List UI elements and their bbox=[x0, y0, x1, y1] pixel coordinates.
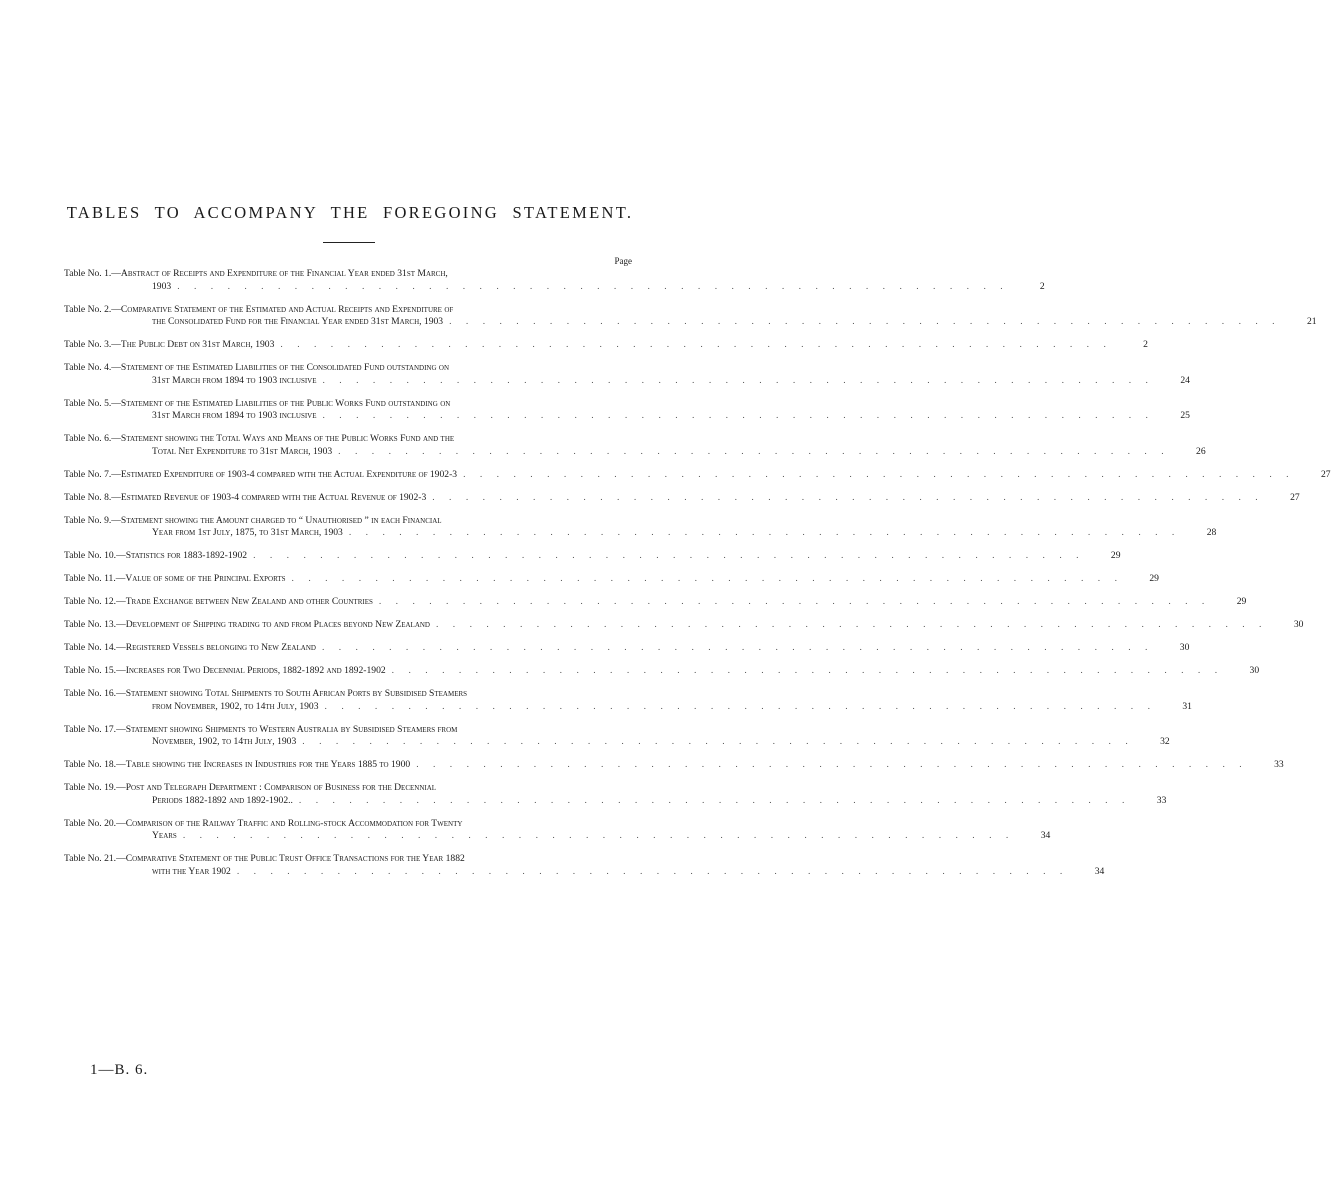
table-description: Trade Exchange between New Zealand and other Countries bbox=[125, 596, 373, 607]
toc-entry[interactable] bbox=[64, 573, 1159, 586]
toc-entry[interactable] bbox=[64, 491, 1300, 505]
table-number-label: Table No. 21.— bbox=[64, 853, 126, 864]
table-description: Statement showing Shipments to Western Australia by Subsidised Steamers from bbox=[125, 723, 458, 735]
page-number: 21 bbox=[1306, 316, 1317, 327]
table-description-continued: 31st March from 1894 to 1903 inclusive bbox=[152, 410, 317, 421]
toc-entry[interactable] bbox=[64, 514, 1217, 540]
dot-leader: . . . . . . . . . . . . . . . . . . . . . . . . . . . . . . . . . . . . . . . . . . . . . . . . . . bbox=[322, 374, 1154, 386]
title-divider bbox=[323, 242, 375, 243]
dot-leader: . . . . . . . . . . . . . . . . . . . . . . . . . . . . . . . . . . . . . . . . . . . . . . . . . . bbox=[298, 794, 1131, 806]
table-number-label: Table No. 20.— bbox=[64, 817, 126, 829]
table-number-label: Table No. 7.— bbox=[64, 468, 121, 480]
dot-leader: . . . . . . . . . . . . . . . . . . . . . . . . . . . . . . . . . . . . . . . . . . . . . . . . . . bbox=[182, 830, 1015, 841]
table-description: Abstract of Receipts and Expenditure of the Financial Year ended 31st March, bbox=[120, 268, 448, 279]
page-number: 34 bbox=[1040, 830, 1051, 841]
dot-leader: . . . . . . . . . . . . . . . . . . . . . . . . . . . . . . . . . . . . . . . . . . . . . . . . . . bbox=[449, 316, 1281, 327]
table-of-contents bbox=[64, 268, 1331, 889]
table-description: Comparison of the Railway Traffic and Rolling-stock Accommodation for Twenty bbox=[125, 817, 463, 829]
table-number-label: Table No. 13.— bbox=[64, 619, 126, 630]
table-description: Estimated Expenditure of 1903-4 compared with the Actual Expenditure of 1902-3 bbox=[120, 468, 458, 480]
page-number: 30 bbox=[1249, 665, 1260, 676]
dot-leader: . . . . . . . . . . . . . . . . . . . . . . . . . . . . . . . . . . . . . . . . . . . . . . . . . . bbox=[322, 410, 1154, 421]
page-number: 34 bbox=[1094, 865, 1105, 877]
page-number: 28 bbox=[1206, 527, 1217, 538]
page-column-header: Page bbox=[614, 256, 632, 266]
toc-entry[interactable] bbox=[64, 550, 1121, 563]
table-description: Increases for Two Decennial Periods, 1882-1892 and 1892-1902 bbox=[125, 665, 386, 676]
toc-entry[interactable] bbox=[64, 619, 1304, 632]
dot-leader: . . . . . . . . . . . . . . . . . . . . . . . . . . . . . . . . . . . . . . . . . . . . . . . . . . bbox=[324, 700, 1156, 712]
table-number-label: Table No. 17.— bbox=[64, 723, 126, 735]
page-title: TABLES TO ACCOMPANY THE FOREGOING STATEMENT. bbox=[66, 203, 634, 222]
page-number: 30 bbox=[1179, 642, 1190, 653]
table-description-continued: Year from 1st July, 1875, to 31st March, 1903 bbox=[152, 527, 343, 538]
table-number-label: Table No. 2.— bbox=[64, 303, 121, 315]
toc-entry[interactable] bbox=[64, 665, 1260, 678]
dot-leader: . . . . . . . . . . . . . . . . . . . . . . . . . . . . . . . . . . . . . . . . . . . . . . . . . . bbox=[291, 573, 1123, 584]
table-description-continued: November, 1902, to 14th July, 1903 bbox=[152, 736, 297, 747]
table-number-label: Table No. 14.— bbox=[64, 642, 126, 653]
table-description: Statement showing Total Shipments to South African Ports by Subsidised Steamers bbox=[125, 688, 468, 699]
table-description: The Public Debt on 31st March, 1903 bbox=[120, 339, 275, 350]
page-number: 32 bbox=[1160, 736, 1170, 747]
table-number-label: Table No. 12.— bbox=[64, 596, 126, 607]
toc-entry[interactable] bbox=[64, 362, 1190, 387]
table-description-continued: Total Net Expenditure to 31st March, 1903 bbox=[152, 445, 333, 457]
toc-entry[interactable] bbox=[64, 759, 1284, 772]
toc-entry[interactable] bbox=[64, 817, 1051, 843]
dot-leader: . . . . . . . . . . . . . . . . . . . . . . . . . . . . . . . . . . . . . . . . . . . . . . . . . . bbox=[463, 468, 1295, 480]
table-description: Table showing the Increases in Industries for the Years 1885 to 1900 bbox=[125, 759, 411, 770]
table-description: Statistics for 1883-1892-1902 bbox=[125, 550, 248, 561]
table-number-label: Table No. 19.— bbox=[64, 782, 126, 793]
toc-entry[interactable] bbox=[64, 339, 1148, 352]
table-description-continued: with the Year 1902 bbox=[152, 865, 231, 877]
page-number: 30 bbox=[1293, 619, 1304, 630]
table-description: Comparative Statement of the Estimated and Actual Receipts and Expenditure of bbox=[120, 303, 454, 315]
table-number-label: Table No. 3.— bbox=[64, 339, 121, 350]
table-description: Statement showing the Amount charged to “ Unauthorised ” in each Financial bbox=[120, 514, 442, 526]
dot-leader: . . . . . . . . . . . . . . . . . . . . . . . . . . . . . . . . . . . . . . . . . . . . . . . . . . bbox=[338, 445, 1170, 457]
table-description: Value of some of the Principal Exports bbox=[125, 573, 286, 584]
table-description-continued: 1903 bbox=[152, 280, 172, 292]
dot-leader: . . . . . . . . . . . . . . . . . . . . . . . . . . . . . . . . . . . . . . . . . . . . . . . . . . bbox=[378, 596, 1211, 607]
toc-entry[interactable] bbox=[64, 397, 1190, 423]
page-footer-reference: 1—B. 6. bbox=[90, 1062, 149, 1078]
table-description: Statement of the Estimated Liabilities of the Consolidated Fund outstanding on bbox=[120, 362, 450, 373]
toc-entry[interactable] bbox=[64, 782, 1167, 807]
table-number-label: Table No. 15.— bbox=[64, 665, 126, 676]
toc-entry[interactable] bbox=[64, 433, 1206, 458]
table-description: Statement showing the Total Ways and Means of the Public Works Fund and the bbox=[120, 433, 455, 444]
table-description: Registered Vessels belonging to New Zealand bbox=[125, 642, 316, 653]
table-description-continued: the Consolidated Fund for the Financial Year ended 31st March, 1903 bbox=[152, 316, 444, 327]
dot-leader: . . . . . . . . . . . . . . . . . . . . . . . . . . . . . . . . . . . . . . . . . . . . . . . . . . bbox=[435, 619, 1268, 630]
table-number-label: Table No. 11.— bbox=[64, 573, 126, 584]
table-number-label: Table No. 4.— bbox=[64, 362, 121, 373]
dot-leader: . . . . . . . . . . . . . . . . . . . . . . . . . . . . . . . . . . . . . . . . . . . . . . . . . . bbox=[177, 280, 1009, 292]
page-number: 25 bbox=[1180, 410, 1190, 421]
toc-entry[interactable] bbox=[64, 723, 1170, 749]
dot-leader: . . . . . . . . . . . . . . . . . . . . . . . . . . . . . . . . . . . . . . . . . . . . . . . . . . bbox=[321, 642, 1154, 653]
table-number-label: Table No. 18.— bbox=[64, 759, 126, 770]
table-description: Estimated Revenue of 1903-4 compared with the Actual Revenue of 1902-3 bbox=[120, 491, 427, 503]
table-description-continued: Periods 1882-1892 and 1892-1902.. bbox=[152, 794, 293, 806]
dot-leader: . . . . . . . . . . . . . . . . . . . . . . . . . . . . . . . . . . . . . . . . . . . . . . . . . . bbox=[236, 865, 1069, 877]
page-number: 31 bbox=[1182, 700, 1192, 712]
table-number-label: Table No. 6.— bbox=[64, 433, 121, 444]
toc-entry[interactable] bbox=[64, 642, 1190, 655]
table-number-label: Table No. 8.— bbox=[64, 491, 121, 503]
page-number: 29 bbox=[1110, 550, 1121, 561]
toc-entry[interactable] bbox=[64, 468, 1331, 482]
toc-entry[interactable] bbox=[64, 688, 1192, 713]
toc-entry[interactable] bbox=[64, 268, 1045, 293]
page-number: 26 bbox=[1196, 445, 1206, 457]
table-number-label: Table No. 1.— bbox=[64, 268, 121, 279]
table-number-label: Table No. 16.— bbox=[64, 688, 126, 699]
page-number: 29 bbox=[1149, 573, 1159, 584]
dot-leader: . . . . . . . . . . . . . . . . . . . . . . . . . . . . . . . . . . . . . . . . . . . . . . . . . . bbox=[348, 527, 1181, 538]
toc-entry[interactable] bbox=[64, 596, 1247, 609]
table-description: Development of Shipping trading to and from Places beyond New Zealand bbox=[125, 619, 430, 630]
table-description-continued: from November, 1902, to 14th July, 1903 bbox=[152, 700, 319, 712]
page-number: 33 bbox=[1156, 794, 1167, 806]
dot-leader: . . . . . . . . . . . . . . . . . . . . . . . . . . . . . . . . . . . . . . . . . . . . . . . . . . bbox=[302, 736, 1134, 747]
page-number: 24 bbox=[1180, 374, 1190, 386]
table-description-continued: Years bbox=[152, 830, 177, 841]
dot-leader: . . . . . . . . . . . . . . . . . . . . . . . . . . . . . . . . . . . . . . . . . . . . . . . . . . bbox=[391, 665, 1224, 676]
page-number: 33 bbox=[1274, 759, 1284, 770]
dot-leader: . . . . . . . . . . . . . . . . . . . . . . . . . . . . . . . . . . . . . . . . . . . . . . . . . . bbox=[280, 339, 1112, 350]
dot-leader: . . . . . . . . . . . . . . . . . . . . . . . . . . . . . . . . . . . . . . . . . . . . . . . . . . bbox=[432, 491, 1264, 503]
dot-leader: . . . . . . . . . . . . . . . . . . . . . . . . . . . . . . . . . . . . . . . . . . . . . . . . . . bbox=[416, 759, 1248, 770]
toc-entry[interactable] bbox=[64, 853, 1105, 878]
toc-entry[interactable] bbox=[64, 303, 1317, 329]
dot-leader: . . . . . . . . . . . . . . . . . . . . . . . . . . . . . . . . . . . . . . . . . . . . . . . . . . bbox=[253, 550, 1085, 561]
table-number-label: Table No. 10.— bbox=[64, 550, 126, 561]
table-description-continued: 31st March from 1894 to 1903 inclusive bbox=[152, 374, 317, 386]
page-number: 27 bbox=[1320, 468, 1331, 480]
page-number: 2 bbox=[1039, 280, 1045, 292]
page-number: 29 bbox=[1236, 596, 1247, 607]
page-number: 27 bbox=[1290, 491, 1300, 503]
table-number-label: Table No. 5.— bbox=[64, 397, 121, 409]
table-number-label: Table No. 9.— bbox=[64, 514, 121, 526]
table-description: Statement of the Estimated Liabilities of the Public Works Fund outstanding on bbox=[120, 397, 451, 409]
table-description: Comparative Statement of the Public Trust Office Transactions for the Year 1882 bbox=[125, 853, 465, 864]
page-number: 2 bbox=[1143, 339, 1148, 350]
table-description: Post and Telegraph Department : Comparison of Business for the Decennial bbox=[125, 782, 437, 793]
